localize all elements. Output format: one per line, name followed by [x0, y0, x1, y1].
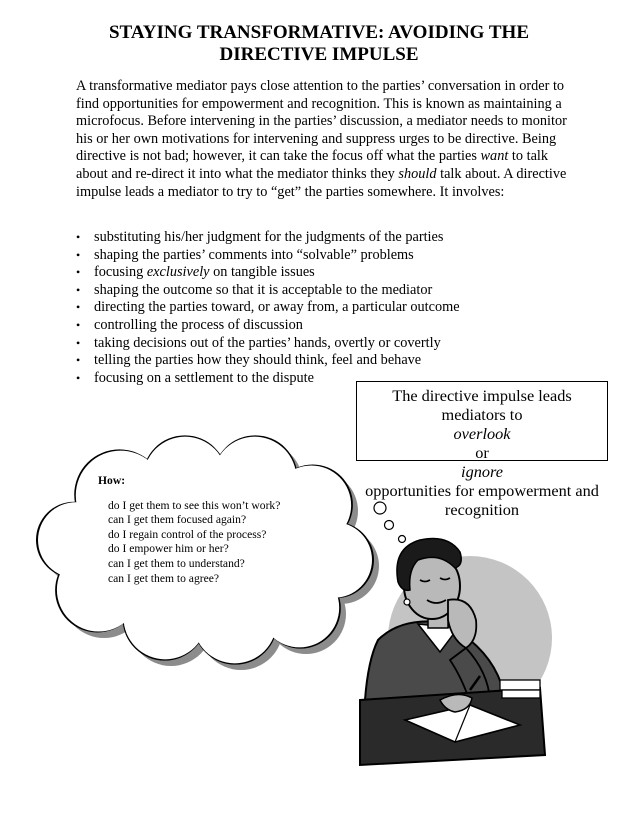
cloud-question: can I get them focused again?: [108, 513, 247, 527]
list-item-text: telling the parties how they should think, feel and behave: [94, 352, 422, 369]
bullet-icon: •: [76, 300, 81, 315]
bullet-icon: •: [76, 353, 81, 368]
list-item-text: directing the parties toward, or away from, a particular outcome: [94, 299, 460, 316]
cloud-question: do I regain control of the process?: [108, 527, 267, 541]
bullet-icon: •: [76, 265, 81, 280]
callout-emphasis-overlook: overlook: [453, 424, 511, 443]
list-item-text: shaping the parties’ comments into “solvable” problems: [94, 246, 414, 263]
list-item-text: shaping the outcome so that it is acceptable to the mediator: [94, 281, 433, 298]
list-item-text: taking decisions out of the parties’ hands, overtly or covertly: [94, 334, 441, 351]
book-stack-2: [502, 690, 540, 698]
bullet-icon: •: [76, 317, 81, 332]
bullet-icon: •: [76, 282, 81, 297]
list-item-text: focusing: [94, 264, 147, 281]
list-item-emphasis: exclusively: [146, 264, 210, 281]
intro-part-3: talk about. A directive impulse leads a mediator to try to “get” the parties somewhere. It involves:: [76, 165, 567, 200]
cloud-heading: How:: [98, 474, 126, 487]
figure-earring: [404, 599, 410, 605]
callout-or: or: [475, 443, 489, 462]
list-item-text: controlling the process of discussion: [94, 316, 303, 333]
bullet-icon: •: [76, 370, 81, 385]
bullet-icon: •: [76, 247, 81, 262]
cloud-question: can I get them to understand?: [108, 556, 245, 570]
bullet-icon: •: [76, 230, 81, 244]
list-item-text-after: on tangible issues: [209, 264, 315, 281]
list-item-text: substituting his/her judgment for the judgments of the parties: [94, 229, 444, 245]
intro-part-2: to talk about and re-direct it into what the mediator thinks they: [76, 148, 549, 182]
callout-line-1: The directive impulse leads: [392, 386, 572, 405]
list-item-text: focusing on a settlement to the dispute: [94, 369, 314, 386]
bullet-icon: •: [76, 335, 81, 350]
callout-line-4: recognition: [444, 500, 520, 519]
intro-part-1: A transformative mediator pays close attention to the parties’ conversation in order to find opportunities for empowerment and recognition. This is known as maintaining a microfocus. Before intervening in the parties’ discussion, a mediator needs to monitor his or her own motivations for intervening and suppress urges to be directive. Being directive is not bad; however, it can take the focus off what the parties: [76, 78, 567, 165]
intro-emphasis-should: should: [398, 165, 437, 182]
book-stack: [500, 680, 540, 690]
callout-emphasis-ignore: ignore: [461, 462, 503, 481]
cloud-question: can I get them to agree?: [108, 571, 220, 585]
callout-line-3: opportunities for empowerment and: [365, 481, 599, 500]
cloud-question: do I empower him or her?: [108, 542, 229, 556]
callout-line-2-pre: mediators to: [441, 405, 523, 424]
title-line-2: DIRECTIVE IMPULSE: [219, 44, 419, 65]
intro-emphasis-want: want: [480, 148, 509, 165]
title-line-1: STAYING TRANSFORMATIVE: AVOIDING THE: [108, 22, 529, 43]
cloud-question: do I get them to see this won’t work?: [108, 498, 281, 512]
